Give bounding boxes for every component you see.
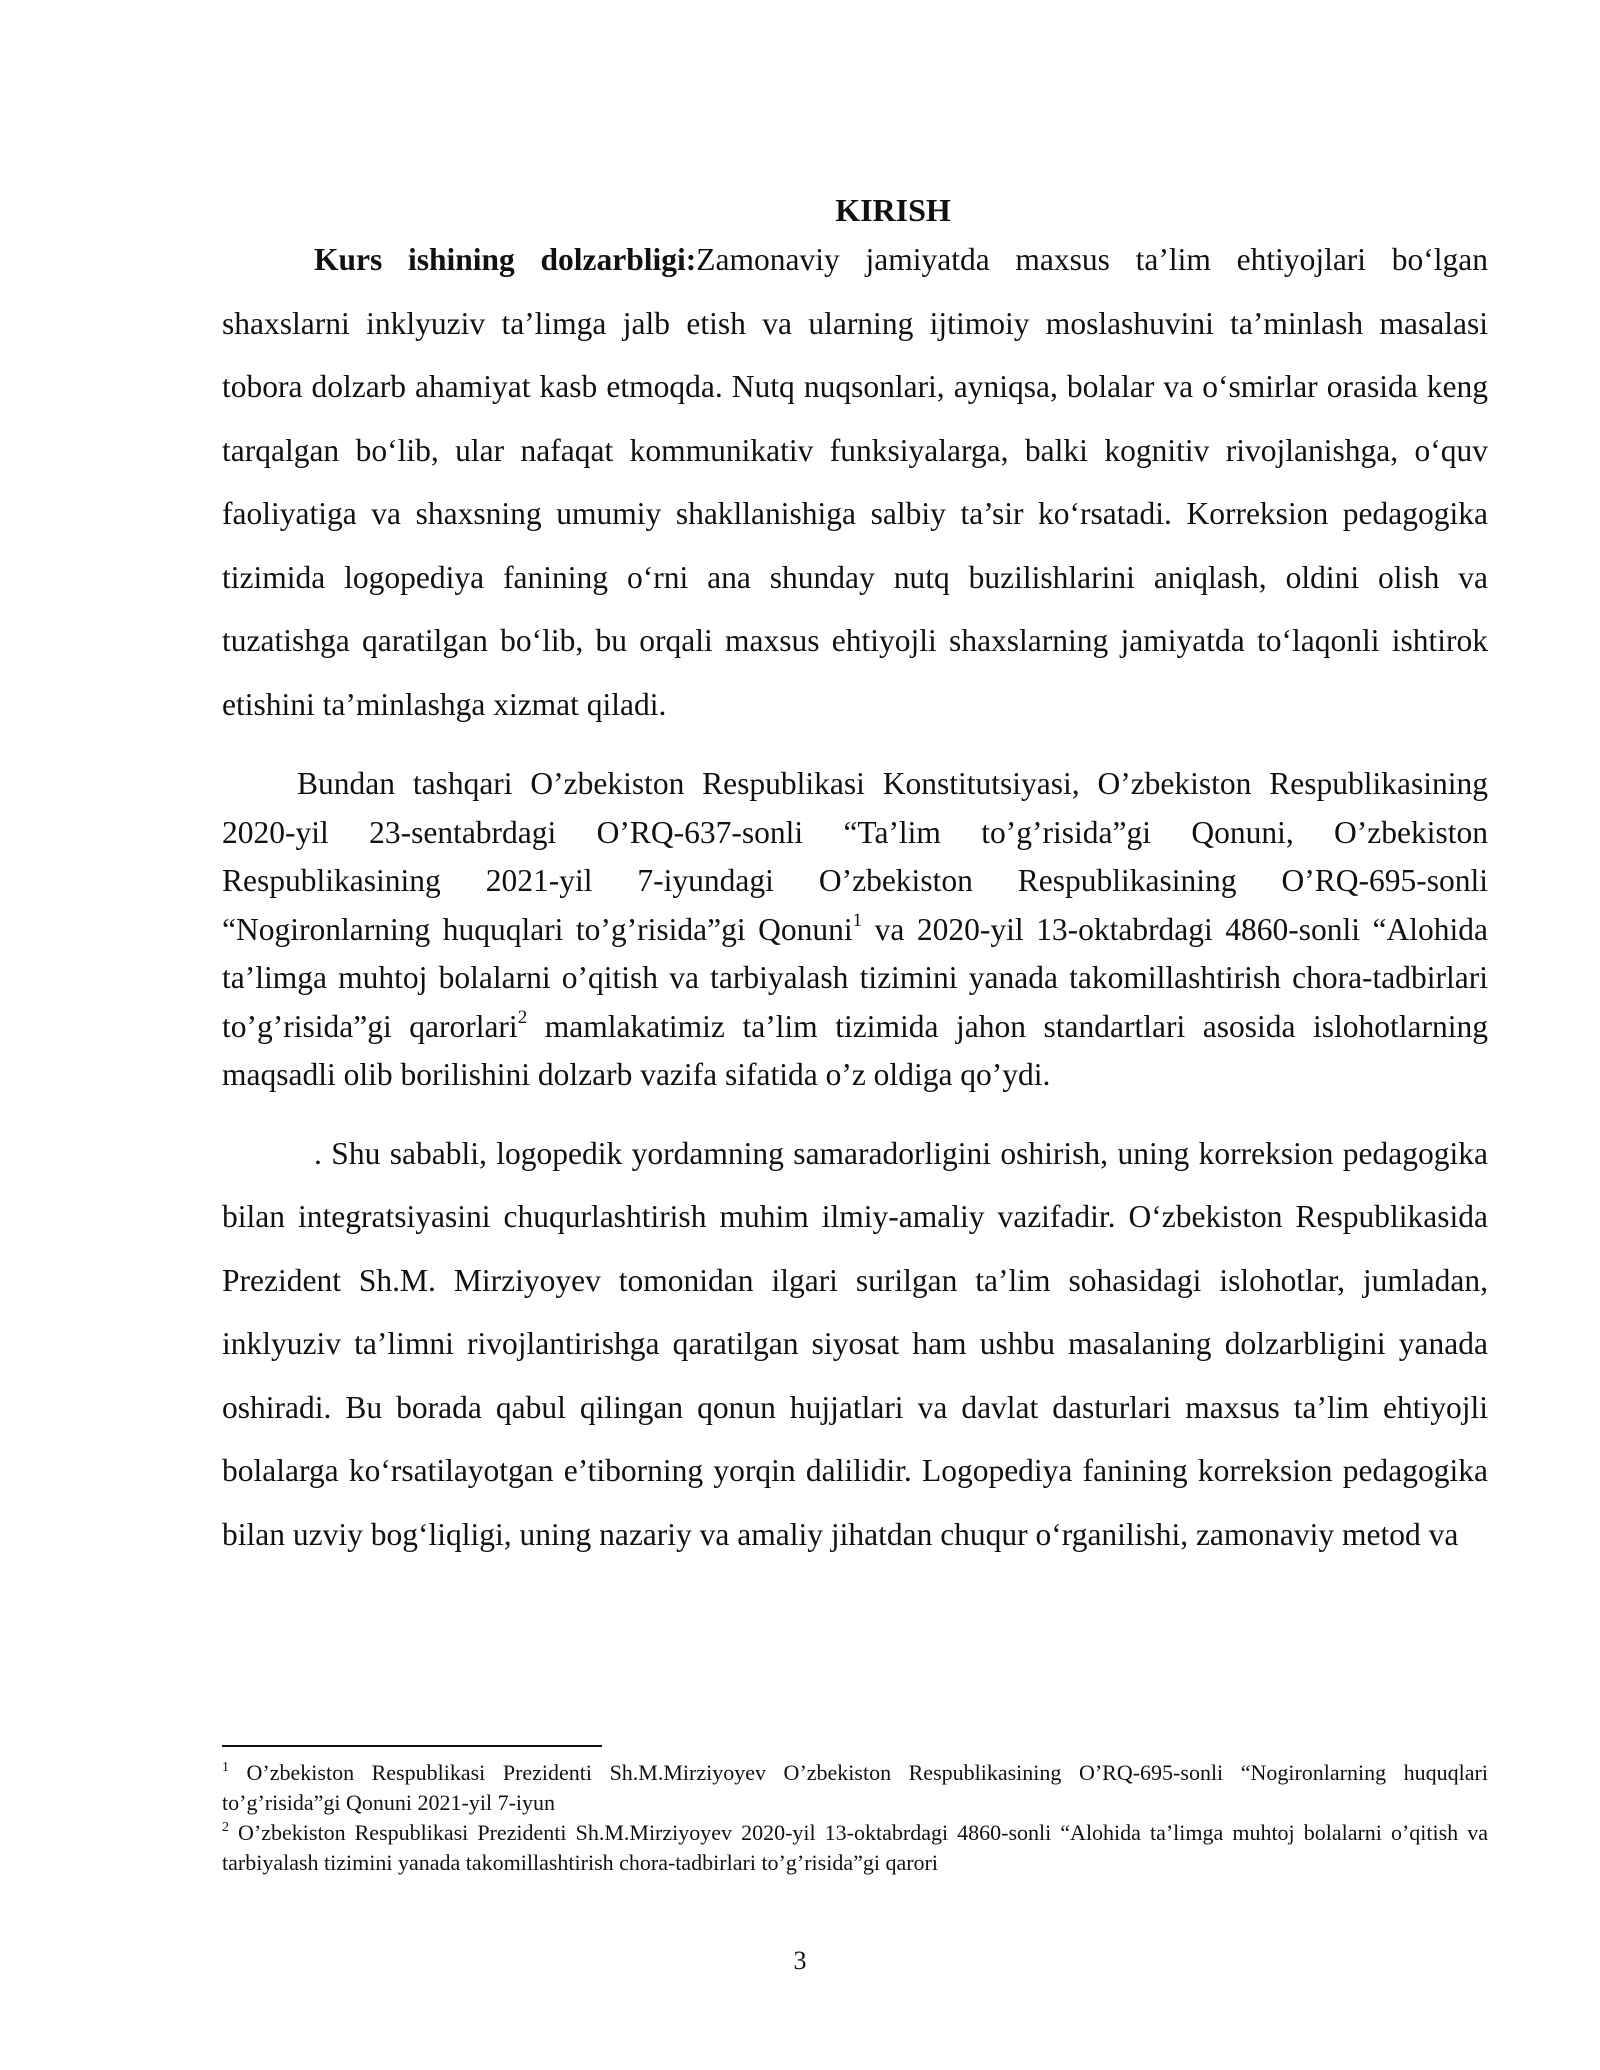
footnote-text: O’zbekiston Respublikasi Prezidenti Sh.M.Mirziyoyev 2020-yil 13-oktabrdagi 4860-sonli “Alohida ta’limga muhtoj bolalarni o’qitish va tarbiyalash tizimini yanada takomillashtirish chora-tadbirlari to’g’risida”gi qarori [222, 1820, 1488, 1875]
paragraph-text: va 2020-yil 13-oktabrdagi 4860-sonli “Alohida ta’limga muhtoj bolalarni o’qitish va tarbiyalash tizimini yanada takomillashtirish chora-tadbirlari to’g’risida”gi qarorlari [222, 911, 1489, 1044]
footnote-ref-1[interactable]: 1 [852, 910, 863, 931]
footnote-number: 2 [222, 1819, 229, 1835]
footnotes [222, 1758, 1488, 1878]
footnote-2 [222, 1818, 1488, 1878]
section-heading: KIRISH [835, 192, 951, 228]
footnote-separator [222, 1745, 602, 1747]
paragraph-text: Zamonaviy jamiyatda maxsus ta’lim ehtiyojlari bo‘lgan shaxslarni inklyuziv ta’limga jalb etish va ularning ijtimoiy moslashuvini ta’minlash masalasi tobora dolzarb ahamiyat kasb etmoqda. Nutq nuqsonlari, ayniqsa, bolalar va o‘smirlar orasida keng tarqalgan bo‘lib, ular nafaqat kommunikativ funksiyalarga, balki kognitiv rivojlanishga, o‘quv faoliyatiga va shaxsning umumiy shakllanishiga salbiy ta’sir ko‘rsatadi. Korreksion pedagogika tizimida logopediya fanining o‘rni ana shunday nutq buzilishlarini aniqlash, oldini olish va tuzatishga qaratilgan bo‘lib, bu orqali maxsus ehtiyojli shaxslarning jamiyatda to‘laqonli ishtirok etishini ta’minlashga xizmat qiladi. [222, 242, 1489, 722]
footnote-ref-2[interactable]: 2 [517, 1007, 528, 1028]
footnote-number: 1 [222, 1759, 229, 1775]
page-number: 3 [793, 1946, 807, 1975]
paragraph-relevance [222, 228, 1488, 736]
paragraph-reasons: . Shu sababli, logopedik yordamning samaradorligini oshirish, uning korreksion pedagogika bilan integratsiyasini chuqurlashtirish muhim ilmiy-amaliy vazifadir. O‘zbekiston Respublikasida Prezident Sh.M. Mirziyoyev tomonidan ilgari surilgan ta’lim sohasidagi islohotlar, jumladan, inklyuziv ta’limni rivojlantirishga qaratilgan siyosat ham ushbu masalaning dolzarbligini yanada oshiradi. Bu borada qabul qilingan qonun hujjatlari va davlat dasturlari maxsus ta’lim ehtiyojli bolalarga ko‘rsatilayotgan e’tiborning yorqin dalilidir. Logopediya fanining korreksion pedagogika bilan uzviy bog‘liqligi, uning nazariy va amaliy jihatdan chuqur o‘rganilishi, zamonaviy metod va [222, 1135, 1488, 1552]
paragraph-text: mamlakatimiz ta’lim tizimida jahon standartlari asosida islohotlarning maqsadli olib borilishini dolzarb vazifa sifatida o’z oldiga qo’ydi. [222, 1008, 1489, 1092]
footnote-1 [222, 1758, 1488, 1818]
paragraph-text: Bundan tashqari O’zbekiston Respublikasi Konstitutsiyasi, O’zbekiston Respublikasining 2020-yil 23-sentabrdagi O’RQ-637-sonli “Ta’lim to’g’risida”gi Qonuni, O’zbekiston Respublikasining 2021-yil 7-iyundagi O’zbekiston Respublikasining O’RQ-695-sonli “Nogironlarning huquqlari to’g’risida”gi Qonuni [222, 766, 1488, 947]
document-body [222, 188, 1488, 1566]
footnote-text: O’zbekiston Respublikasi Prezidenti Sh.M.Mirziyoyev O’zbekiston Respublikasining O’RQ-695-sonli “Nogironlarning huquqlari to’g’risida”gi Qonuni 2021-yil 7-iyun [222, 1760, 1488, 1815]
paragraph-lead: Kurs ishining dolzarbligi: [314, 242, 697, 277]
paragraph-legislation [222, 760, 1488, 1100]
